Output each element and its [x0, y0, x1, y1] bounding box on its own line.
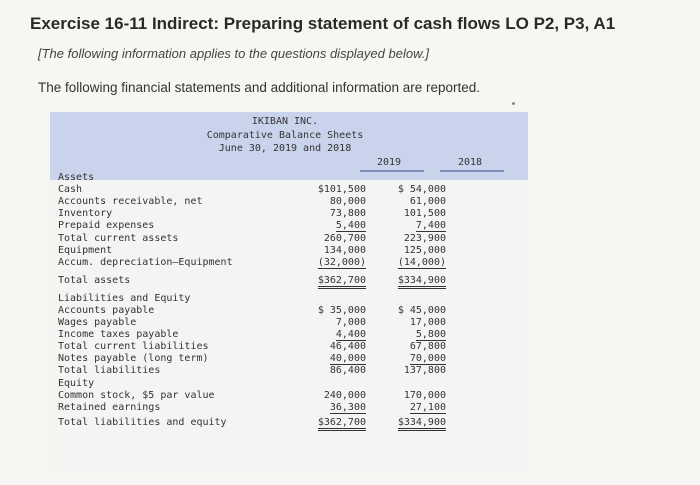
value-2018: $334,900 — [398, 275, 446, 289]
company-name: IKIBAN INC. — [251, 116, 319, 127]
table-row — [58, 220, 518, 231]
row-label: Inventory — [58, 208, 113, 219]
value-2019: 80,000 — [329, 196, 366, 207]
value-2018: 5,800 — [415, 329, 446, 340]
row-label: Liabilities and Equity — [58, 293, 191, 304]
row-label: Income taxes payable — [58, 329, 179, 340]
value-2019: 240,000 — [323, 390, 366, 401]
value-2018: 61,000 — [409, 196, 446, 207]
value-2019: 46,400 — [329, 341, 366, 352]
table-row — [58, 208, 518, 219]
table-row — [58, 402, 518, 413]
table-row — [58, 305, 518, 316]
statement-name: Comparative Balance Sheets — [206, 130, 364, 141]
value-2018: $ 45,000 — [397, 305, 446, 316]
value-2019: 134,000 — [323, 245, 366, 256]
table-row — [58, 378, 518, 389]
table-row — [58, 245, 518, 256]
value-2018: (14,000) — [397, 257, 446, 268]
value-2019: 36,300 — [329, 402, 366, 413]
table-row — [58, 293, 518, 304]
table-row — [58, 365, 518, 376]
column-header-2019: 2019 — [377, 157, 402, 168]
exercise-title: Exercise 16-11 Indirect: Preparing statement of cash flows LO P2, P3, A1 — [30, 14, 616, 33]
row-label: Cash — [58, 184, 83, 195]
instructions-note: [The following information applies to the questions displayed below.] — [38, 46, 429, 61]
value-2018: 223,900 — [403, 233, 446, 244]
value-2019: $101,500 — [317, 184, 366, 195]
value-2018: 70,000 — [409, 353, 446, 364]
value-2018: 67,800 — [409, 341, 446, 352]
value-2019: 260,700 — [323, 233, 366, 244]
value-2018: 17,000 — [409, 317, 446, 328]
row-label: Retained earnings — [58, 402, 161, 413]
row-label: Total liabilities — [58, 365, 161, 376]
value-2018: $334,900 — [398, 417, 446, 431]
intro-text: The following financial statements and additional information are reported. — [38, 80, 481, 95]
value-2019: $362,700 — [318, 417, 366, 431]
balance-sheet — [50, 112, 528, 472]
table-row — [58, 172, 518, 183]
value-2018: 7,400 — [415, 220, 446, 231]
value-2018: 27,100 — [409, 402, 446, 413]
table-row — [58, 390, 518, 401]
row-label: Prepaid expenses — [58, 220, 155, 231]
value-2019: (32,000) — [317, 257, 366, 268]
row-label: Accounts receivable, net — [58, 196, 203, 207]
row-label: Accum. depreciation—Equipment — [58, 257, 233, 268]
table-row — [58, 275, 518, 286]
row-label: Wages payable — [58, 317, 137, 328]
table-row — [58, 329, 518, 340]
row-label: Equity — [58, 378, 95, 389]
table-row — [58, 317, 518, 328]
value-2019: 86,400 — [329, 365, 366, 376]
value-2018: 170,000 — [403, 390, 446, 401]
table-row — [58, 257, 518, 268]
row-label: Total assets — [58, 275, 131, 286]
row-label: Notes payable (long term) — [58, 353, 209, 364]
table-row — [58, 184, 518, 195]
table-row — [58, 196, 518, 207]
statement-date: June 30, 2019 and 2018 — [218, 143, 352, 154]
value-2019: $362,700 — [318, 275, 366, 289]
value-2019: 7,000 — [335, 317, 366, 328]
value-2019: 4,400 — [335, 329, 366, 340]
value-2018: 101,500 — [403, 208, 446, 219]
table-row — [58, 353, 518, 364]
row-label: Equipment — [58, 245, 113, 256]
value-2019: 5,400 — [335, 220, 366, 231]
value-2019: 40,000 — [329, 353, 366, 364]
value-2019: 73,800 — [329, 208, 366, 219]
bullet-dot — [512, 102, 515, 105]
row-label: Total liabilities and equity — [58, 417, 227, 428]
row-label: Assets — [58, 172, 95, 183]
row-label: Common stock, $5 par value — [58, 390, 215, 401]
table-row — [58, 233, 518, 244]
table-row — [58, 341, 518, 352]
row-label: Total current liabilities — [58, 341, 209, 352]
row-label: Accounts payable — [58, 305, 155, 316]
value-2019: $ 35,000 — [317, 305, 366, 316]
table-row — [58, 417, 518, 428]
column-header-2018: 2018 — [458, 157, 483, 168]
value-2018: $ 54,000 — [397, 184, 446, 195]
value-2018: 137,800 — [403, 365, 446, 376]
value-2018: 125,000 — [403, 245, 446, 256]
row-label: Total current assets — [58, 233, 179, 244]
